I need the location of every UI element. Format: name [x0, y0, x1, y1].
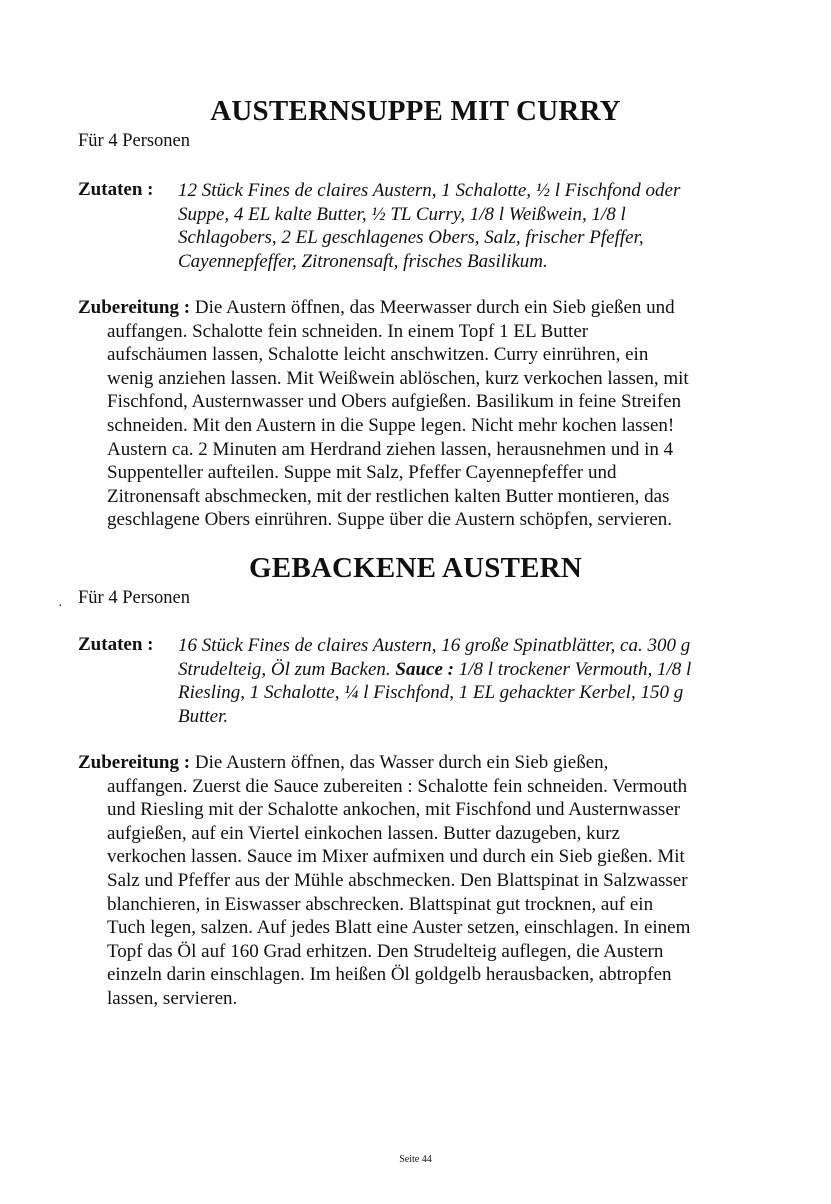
- ingredients-line: 1/8 l trockener Vermouth, 1/8 l: [453, 658, 692, 680]
- preparation-line: geschlagene Obers einrühren. Suppe über die Austern schöpfen, servieren.: [107, 509, 673, 531]
- ingredients-line: Cayennepfeffer, Zitronensaft, frisches Basilikum.: [178, 251, 548, 273]
- preparation-text: [78, 751, 778, 1011]
- preparation-line: einzeln darin einschlagen. Im heißen Öl goldgelb herausbacken, abtropfen: [107, 964, 672, 986]
- preparation-line: Salz und Pfeffer aus der Mühle abschmecken. Den Blattspinat in Salzwasser: [107, 869, 688, 891]
- ingredients-line: 12 Stück Fines de claires Austern, 1 Schalotte, ½ l Fischfond oder: [178, 180, 681, 201]
- scan-mark: ·: [58, 599, 63, 614]
- ingredients-line: Butter.: [178, 706, 229, 728]
- preparation-line: Suppenteller aufteilen. Suppe mit Salz, Pfeffer Cayennepfeffer und: [107, 462, 617, 484]
- ingredients-list: [178, 179, 680, 274]
- ingredients-label: Zutaten :: [78, 634, 154, 655]
- preparation-line: Zitronensaft abschmecken, mit der restlichen kalten Butter montieren, das: [107, 485, 670, 507]
- ingredients-line: Strudelteig, Öl zum Backen.: [178, 658, 396, 680]
- preparation-label: Zubereitung :: [78, 752, 191, 773]
- preparation-line: Austern ca. 2 Minuten am Herdrand ziehen lassen, herausnehmen und in 4: [107, 438, 674, 460]
- recipe-title: AUSTERNSUPPE MIT CURRY: [210, 95, 621, 127]
- preparation-line: wenig anziehen lassen. Mit Weißwein ablöschen, kurz verkochen lassen, mit: [107, 367, 689, 389]
- preparation-line: schneiden. Mit den Austern in die Suppe legen. Nicht mehr kochen lassen!: [107, 414, 675, 436]
- preparation-line: auffangen. Schalotte fein schneiden. In einem Topf 1 EL Butter: [107, 320, 589, 342]
- ingredients-line: Riesling, 1 Schalotte, ¼ l Fischfond, 1 EL gehackter Kerbel, 150 g: [178, 682, 684, 704]
- preparation-line: verkochen lassen. Sauce im Mixer aufmixen und durch ein Sieb gießen. Mit: [107, 846, 685, 868]
- servings: Für 4 Personen: [78, 131, 191, 151]
- preparation-line: lassen, servieren.: [107, 987, 238, 1009]
- preparation-line: auffangen. Zuerst die Sauce zubereiten : Schalotte fein schneiden. Vermouth: [107, 775, 688, 797]
- preparation-line: Die Austern öffnen, das Meerwasser durch ein Sieb gießen und: [190, 297, 675, 318]
- preparation-line: Fischfond, Austernwasser und Obers aufgießen. Basilikum in feine Streifen: [107, 391, 682, 413]
- ingredients-line: 16 Stück Fines de claires Austern, 16 große Spinatblätter, ca. 300 g: [178, 635, 691, 656]
- ingredients-line: Schlagobers, 2 EL geschlagenes Obers, Salz, frischer Pfeffer,: [178, 227, 644, 249]
- recipe-title: GEBACKENE AUSTERN: [249, 552, 582, 584]
- ingredients-list: [178, 634, 691, 729]
- preparation-line: und Riesling mit der Schalotte ankochen, mit Fischfond und Austernwasser: [107, 799, 681, 821]
- servings: Für 4 Personen: [78, 588, 191, 608]
- page-number: Seite 44: [399, 1154, 432, 1165]
- preparation-label: Zubereitung :: [78, 297, 191, 318]
- preparation-line: aufschäumen lassen, Schalotte leicht anschwitzen. Curry einrühren, ein: [107, 344, 649, 366]
- preparation-line: aufgießen, auf ein Viertel einkochen lassen. Butter dazugeben, kurz: [107, 822, 620, 844]
- preparation-line: Die Austern öffnen, das Wasser durch ein Sieb gießen,: [190, 752, 609, 773]
- preparation-line: blanchieren, in Eiswasser abschrecken. Blattspinat gut trocknen, auf ein: [107, 893, 654, 915]
- ingredients-line: Suppe, 4 EL kalte Butter, ½ TL Curry, 1/8 l Weißwein, 1/8 l: [178, 203, 626, 225]
- preparation-line: Tuch legen, salzen. Auf jedes Blatt eine Auster setzen, einschlagen. In einem: [107, 917, 691, 939]
- sauce-label: Sauce :: [395, 658, 454, 680]
- preparation-text: [78, 296, 778, 532]
- ingredients-label: Zutaten :: [78, 179, 154, 200]
- preparation-line: Topf das Öl auf 160 Grad erhitzen. Den Strudelteig auflegen, die Austern: [107, 940, 664, 962]
